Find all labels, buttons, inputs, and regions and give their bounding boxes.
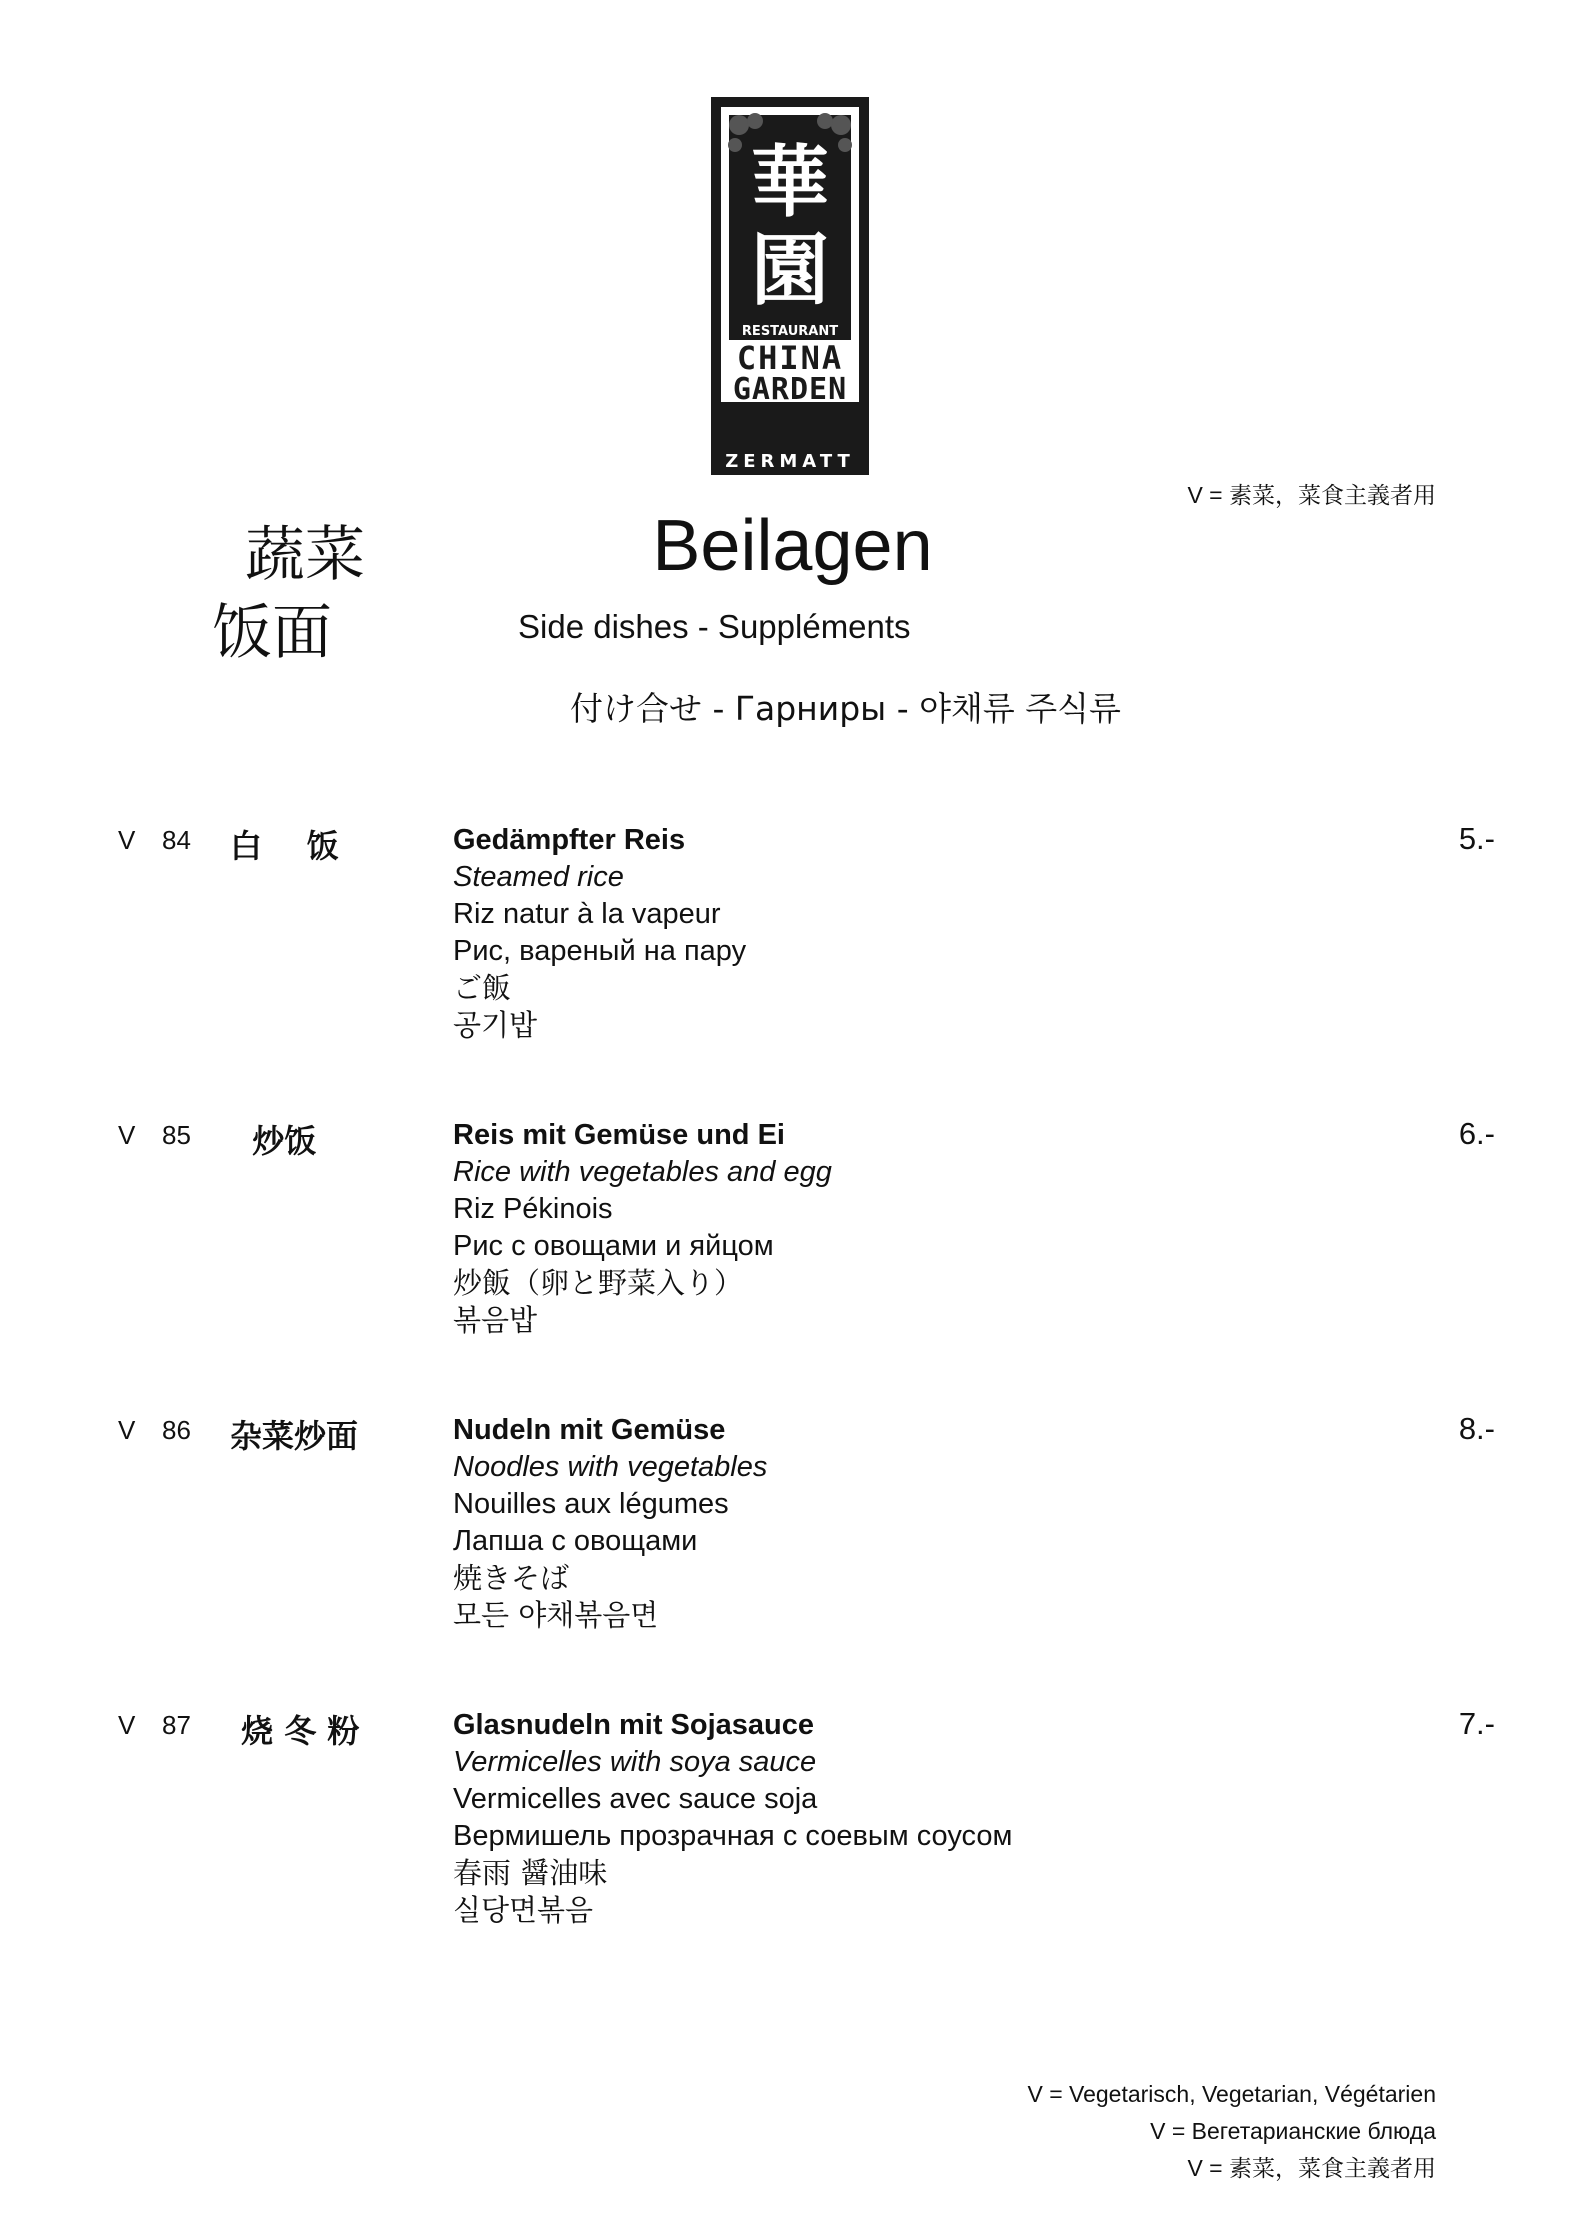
vegetarian-marker: V — [118, 1710, 136, 1740]
item-description — [453, 1412, 767, 1634]
item-name-french: Vermicelles avec sauce soja — [453, 1783, 818, 1815]
vegetarian-marker: V — [118, 825, 136, 855]
item-name-german: Nudeln mit Gemüse — [453, 1414, 726, 1446]
item-name-japanese: 焼きそば — [453, 1561, 570, 1595]
item-name-russian: Рис, вареный на пару — [453, 935, 747, 967]
logo-word-garden: GARDEN — [732, 372, 848, 407]
item-name-japanese: 炒飯（卵と野菜入り） — [453, 1266, 744, 1300]
legend-line: V = Вегетарианские блюда — [1150, 2118, 1436, 2144]
chinese-heading-line1: 蔬菜 — [245, 520, 365, 590]
legend-line: V = 素菜，菜食主義者用 — [1187, 2155, 1436, 2181]
item-name-german: Reis mit Gemüse und Ei — [453, 1119, 785, 1151]
item-name-japanese: 春雨 醤油味 — [453, 1856, 608, 1890]
item-name-russian: Рис с овощами и яйцом — [453, 1230, 774, 1262]
logo-word-china: CHINA — [736, 339, 844, 377]
page-subtitle: Side dishes - Suppléments — [518, 608, 911, 645]
item-price: 5.- — [1458, 821, 1495, 856]
item-name-russian: Лапша с овощами — [453, 1525, 698, 1557]
item-name-english: Rice with vegetables and egg — [453, 1156, 832, 1188]
item-price: 6.- — [1458, 1116, 1495, 1151]
item-description — [453, 822, 746, 1044]
item-chinese-name: 烧 冬 粉 — [230, 1712, 360, 1750]
page-title: Beilagen — [652, 506, 933, 586]
vegetarian-legend-bottom — [1027, 2076, 1436, 2187]
item-price: 8.- — [1458, 1411, 1495, 1446]
item-name-french: Riz natur à la vapeur — [453, 898, 721, 930]
china-garden-logo — [711, 97, 869, 475]
vegetarian-marker: V — [118, 1120, 136, 1150]
item-name-english: Steamed rice — [453, 861, 624, 893]
item-number: 86 — [162, 1415, 191, 1445]
menu-item — [0, 821, 1571, 1045]
item-name-english: Noodles with vegetables — [453, 1451, 768, 1483]
item-name-english: Vermicelles with soya sauce — [453, 1746, 817, 1778]
logo-hanzi-top: 華 — [750, 137, 830, 228]
item-name-french: Nouilles aux légumes — [453, 1488, 729, 1520]
menu-item — [0, 1411, 1571, 1635]
item-description — [453, 1117, 832, 1339]
chinese-heading-line2: 饭面 — [212, 598, 332, 668]
logo-word-zermatt: ZERMATT — [725, 451, 855, 472]
legend-line: V = Vegetarisch, Vegetarian, Végétarien — [1027, 2081, 1436, 2107]
item-chinese-name: 杂菜炒面 — [230, 1417, 359, 1455]
menu-item — [0, 1116, 1571, 1340]
item-name-korean: 실당면볶음 — [453, 1893, 594, 1927]
item-description — [453, 1707, 1012, 1929]
item-name-japanese: ご飯 — [453, 971, 512, 1005]
item-name-korean: 볶음밥 — [453, 1303, 538, 1337]
vegetarian-marker: V — [118, 1415, 136, 1445]
menu-item — [0, 1706, 1571, 1930]
item-number: 87 — [162, 1710, 191, 1740]
item-chinese-name: 炒饭 — [230, 1122, 317, 1160]
item-name-german: Gedämpfter Reis — [453, 824, 686, 856]
item-name-russian: Вермишель прозрачная с соевым соусом — [453, 1820, 1013, 1852]
item-name-german: Glasnudeln mit Sojasauce — [453, 1709, 814, 1741]
item-name-korean: 모든 야채볶음면 — [453, 1598, 659, 1632]
item-name-french: Riz Pékinois — [453, 1193, 613, 1225]
item-number: 84 — [162, 825, 191, 855]
page-subtitle-multilingual: 付け合せ - Гарниры - 야채류 주식류 — [570, 689, 1121, 728]
vegetarian-legend-top: V = 素菜，菜食主義者用 — [1187, 482, 1436, 508]
item-name-korean: 공기밥 — [453, 1008, 538, 1042]
item-chinese-name: 白 饭 — [230, 827, 339, 865]
item-number: 85 — [162, 1120, 191, 1150]
logo-word-restaurant: RESTAURANT — [741, 324, 839, 339]
item-price: 7.- — [1458, 1706, 1495, 1741]
logo-hanzi-bottom: 園 — [750, 225, 830, 316]
